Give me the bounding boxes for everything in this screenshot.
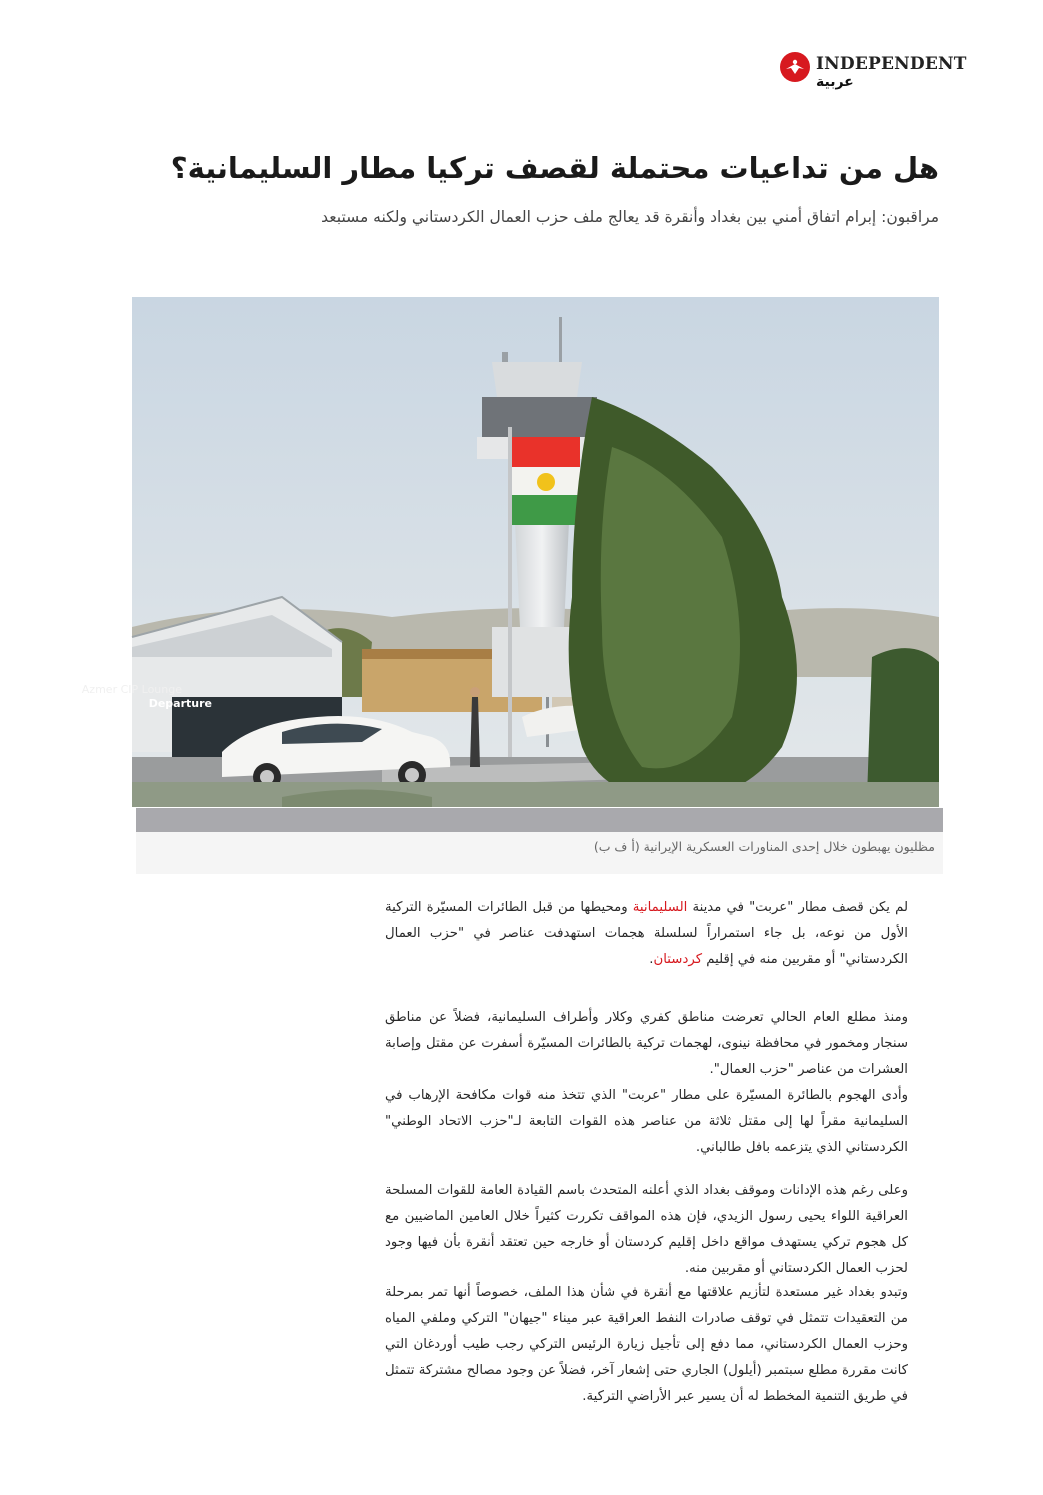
lounge-sign: Azmer CIP Lounge (81, 683, 182, 696)
eagle-icon (780, 52, 810, 82)
link-sulaymaniyah[interactable]: السليمانية (632, 900, 688, 915)
logo-wordmark: INDEPENDENT (816, 54, 967, 74)
photo-caption: مظليون يهبطون خلال إحدى المناورات العسكرية الإيرانية (أ ف ب) (593, 839, 935, 854)
article-photo (81, 297, 939, 807)
paragraph-4: وعلى رغم هذه الإدانات وموقف بغداد الذي أعلنه المتحدث باسم القيادة العامة للقوات المسلحة العراقية اللواء يحيى رسول الزيدي، فإن هذه المواقف تكررت كثيراً خلال العامين الماضيين مع كل هجوم تركي يستهدف مواقع داخل إقليم كردستان أو خارجه حين تعتقد أنقرة بأن فيها وجود لحزب العمال الكردستاني أو مقربين منه. (385, 1183, 908, 1276)
article-headline: هل من تداعيات محتملة لقصف تركيا مطار السليمانية؟ (170, 151, 939, 185)
logo-arabic-wordmark: عربية (816, 74, 854, 90)
article-subheadline: مراقبون: إبرام اتفاق أمني بين بغداد وأنقرة قد يعالج ملف حزب العمال الكردستاني ولكنه مستبعد (321, 208, 939, 226)
paragraph-1: لم يكن قصف مطار "عربت" في مدينة السليمانية ومحيطها من قبل الطائرات المسيّرة التركية الأول من نوعه، بل جاء استمراراً لسلسلة هجمات استهدفت عناصر في "حزب العمال الكردستاني" أو مقربين منه في إقليم كردستان. (385, 900, 909, 967)
paragraph-2: ومنذ مطلع العام الحالي تعرضت مناطق كفري وكلار وأطراف السليمانية، فضلاً عن مناطق سنجار ومخمور في محافظة نينوى، لهجمات تركية بالطائرات المسيّرة أسفرت عن مقتل وإصابة العشرات من عناصر "حزب العمال". (385, 1010, 908, 1077)
link-kurdistan[interactable]: كردستان (653, 952, 703, 967)
publication-logo[interactable] (780, 50, 970, 100)
paragraph-3: وأدى الهجوم بالطائرة المسيّرة على مطار "عربت" الذي تتخذ منه قوات مكافحة الإرهاب في السليمانية مقراً لها إلى مقتل ثلاثة من عناصر هذه القوات التابعة لـ"حزب الاتحاد الوطني" الكردستاني الذي يتزعمه بافل طالباني. (385, 1088, 908, 1155)
paragraph-5: وتبدو بغداد غير مستعدة لتأزيم علاقتها مع أنقرة في شأن هذا الملف، خصوصاً أنها تمر بمرحلة من التعقيدات تتمثل في توقف صادرات النفط العراقية عبر ميناء "جيهان" التركي وملفي المياه وحزب العمال الكردستاني، مما دفع إلى تأجيل زيارة الرئيس التركي رجب طيب أوردغان التي كانت مقررة مطلع سبتمبر (أيلول) الجاري حتى إشعار آخر، فضلاً عن وجود مصالح مشتركة تتمثل في طريق التنمية المخطط له أن يسير عبر الأراضي التركية. (384, 1285, 908, 1404)
departure-sign: Departure (148, 697, 212, 710)
photo-credit-strip (136, 808, 943, 832)
